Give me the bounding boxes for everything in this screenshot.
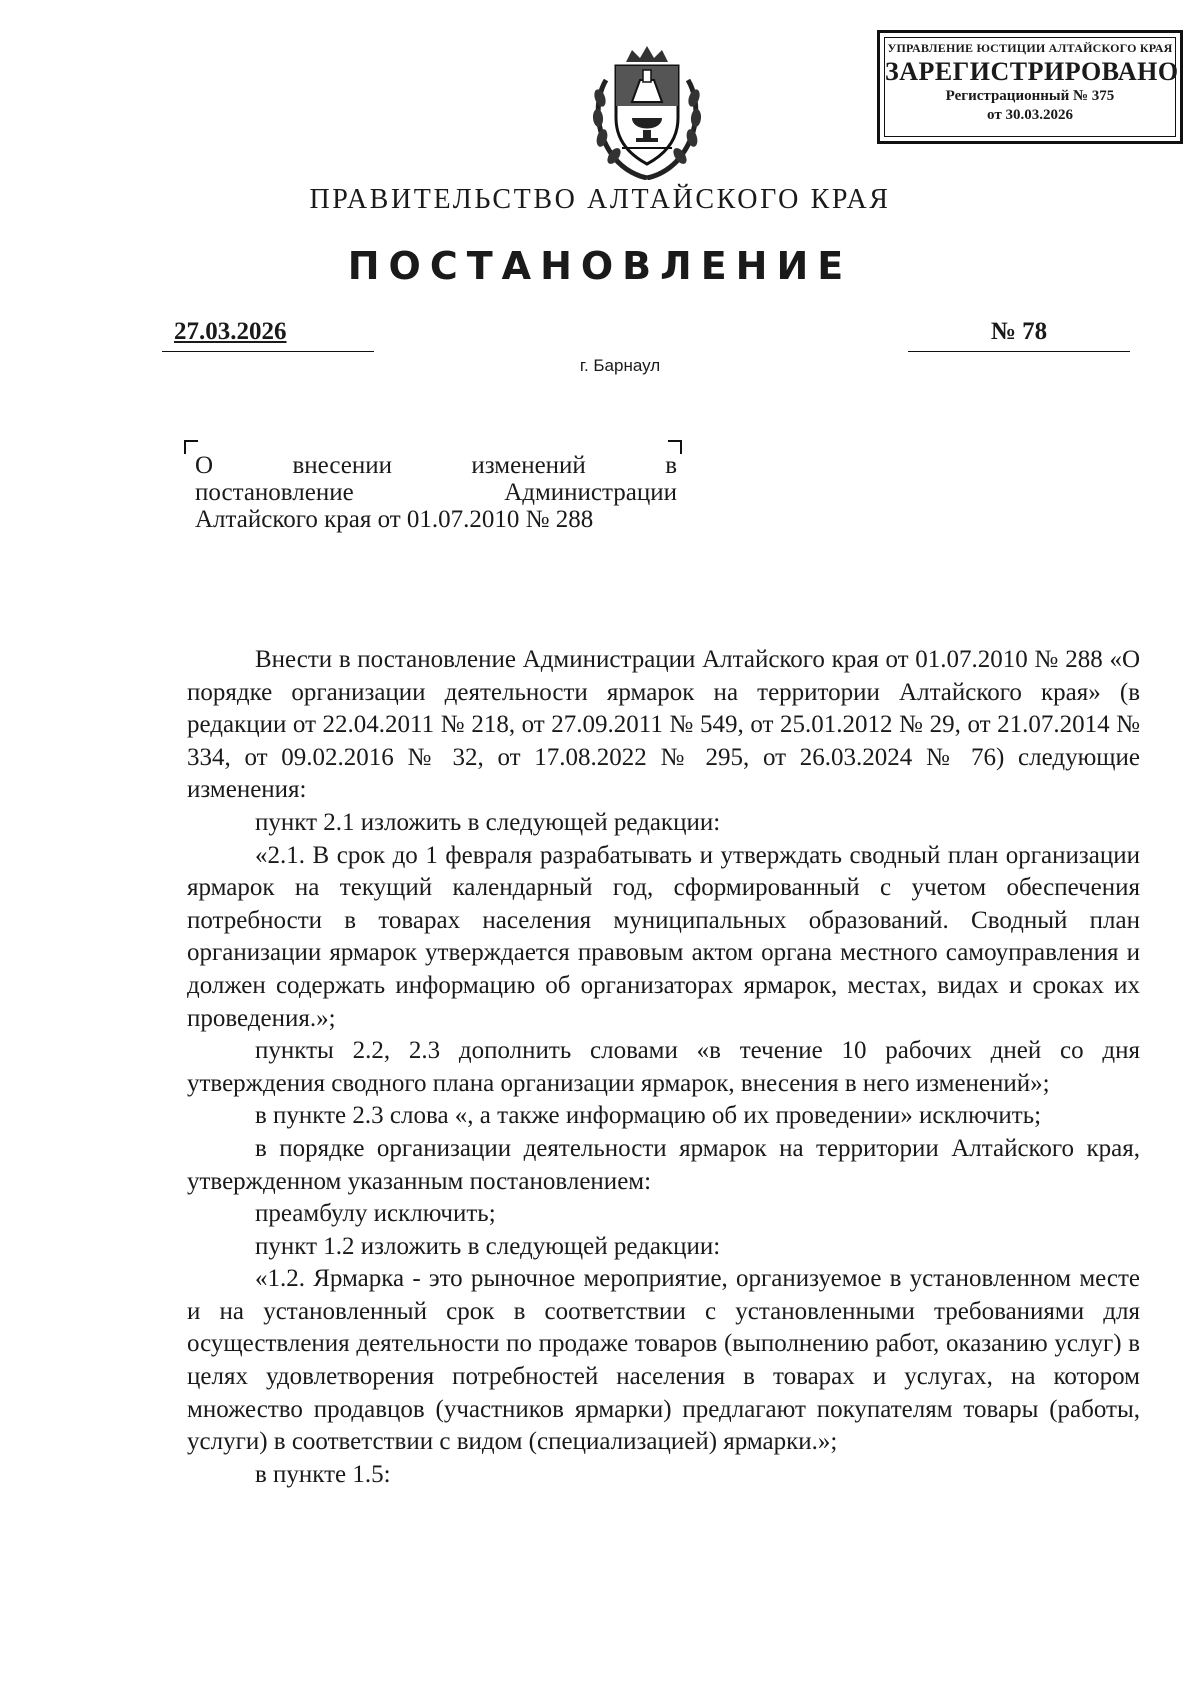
body-paragraph: «2.1. В срок до 1 февраля разрабатывать и утверждать сводный план организации ярмарок на текущий календарный год, сформированный с учетом обеспечения потребности в товарах населения муниципальных образований. Сводный план организации ярмарок утверждается правовым актом органа местного самоуправления и должен содержать информацию об организаторах ярмарок, местах, видах и сроках их проведения.»; [187, 841, 1140, 1032]
document-date: 27.03.2026 [162, 318, 374, 352]
document-body [187, 644, 1140, 1491]
body-paragraph: в порядке организации деятельности ярмарок на территории Алтайского края, утвержденном указанным постановлением: [187, 1134, 1140, 1195]
body-paragraph: «1.2. Ярмарка - это рыночное мероприятие, организуемое в установленном месте и на установленный срок в соответствии с установленными требованиями для осуществления деятельности по продаже товаров (выполнению работ, оказанию услуг) в целях удовлетворения потребностей населения в товарах и услугах, на котором множество продавцов (участников ярмарки) предлагают покупателям товары (работы, услуги) в соответствии с видом (специализацией) ярмарки.»; [187, 1265, 1140, 1456]
stamp-registration-number: Регистрационный № 375 [945, 88, 1115, 104]
body-paragraph: пункты 2.2, 2.3 дополнить словами «в течение 10 рабочих дней со дня утверждения сводного плана организации ярмарок, внесения в него изменений»; [187, 1037, 1140, 1097]
stamp-registration-date: от 30.03.2026 [987, 107, 1073, 123]
document-type-title: ПОСТАНОВЛЕНИЕ [347, 244, 853, 288]
document-city: г. Барнаул [579, 356, 661, 375]
body-paragraph: пункт 2.1 изложить в следующей редакции: [255, 808, 721, 836]
document-subject [195, 452, 677, 533]
subject-line: Алтайского края от 01.07.2010 № 288 [195, 506, 594, 533]
body-paragraph: Внести в постановление Администрации Алтайского края от 01.07.2010 № 288 «О порядке организации деятельности ярмарок на территории Алтайского края» (в редакции от 22.04.2011 № 218, от 27.09.2011 № 549, от 25.01.2012 № 29, от 21.07.2014 № 334, от 09.02.2016 № 32, от 17.08.2022 № 295, от 26.03.2024 № 76) следующие изменения: [187, 646, 1140, 804]
body-paragraph: в пункте 1.5: [255, 1460, 391, 1488]
body-paragraph: в пункте 2.3 слова «, а также информацию об их проведении» исключить; [255, 1102, 1042, 1130]
subject-line: О внесении изменений в [195, 452, 677, 479]
document-number: № 78 [908, 318, 1130, 352]
government-title: ПРАВИТЕЛЬСТВО АЛТАЙСКОГО КРАЯ [309, 184, 891, 215]
coat-of-arms-emblem [588, 40, 706, 180]
stamp-inner-border [884, 37, 1179, 137]
stamp-organization: УПРАВЛЕНИЕ ЮСТИЦИИ АЛТАЙСКОГО КРАЯ [887, 41, 1173, 55]
registration-stamp [877, 30, 1183, 144]
subject-line: постановление Администрации [195, 479, 677, 506]
body-paragraph: пункт 1.2 изложить в следующей редакции: [255, 1232, 721, 1260]
stamp-status: ЗАРЕГИСТРИРОВАНО [885, 57, 1179, 86]
body-paragraph: преамбулу исключить; [255, 1200, 496, 1228]
